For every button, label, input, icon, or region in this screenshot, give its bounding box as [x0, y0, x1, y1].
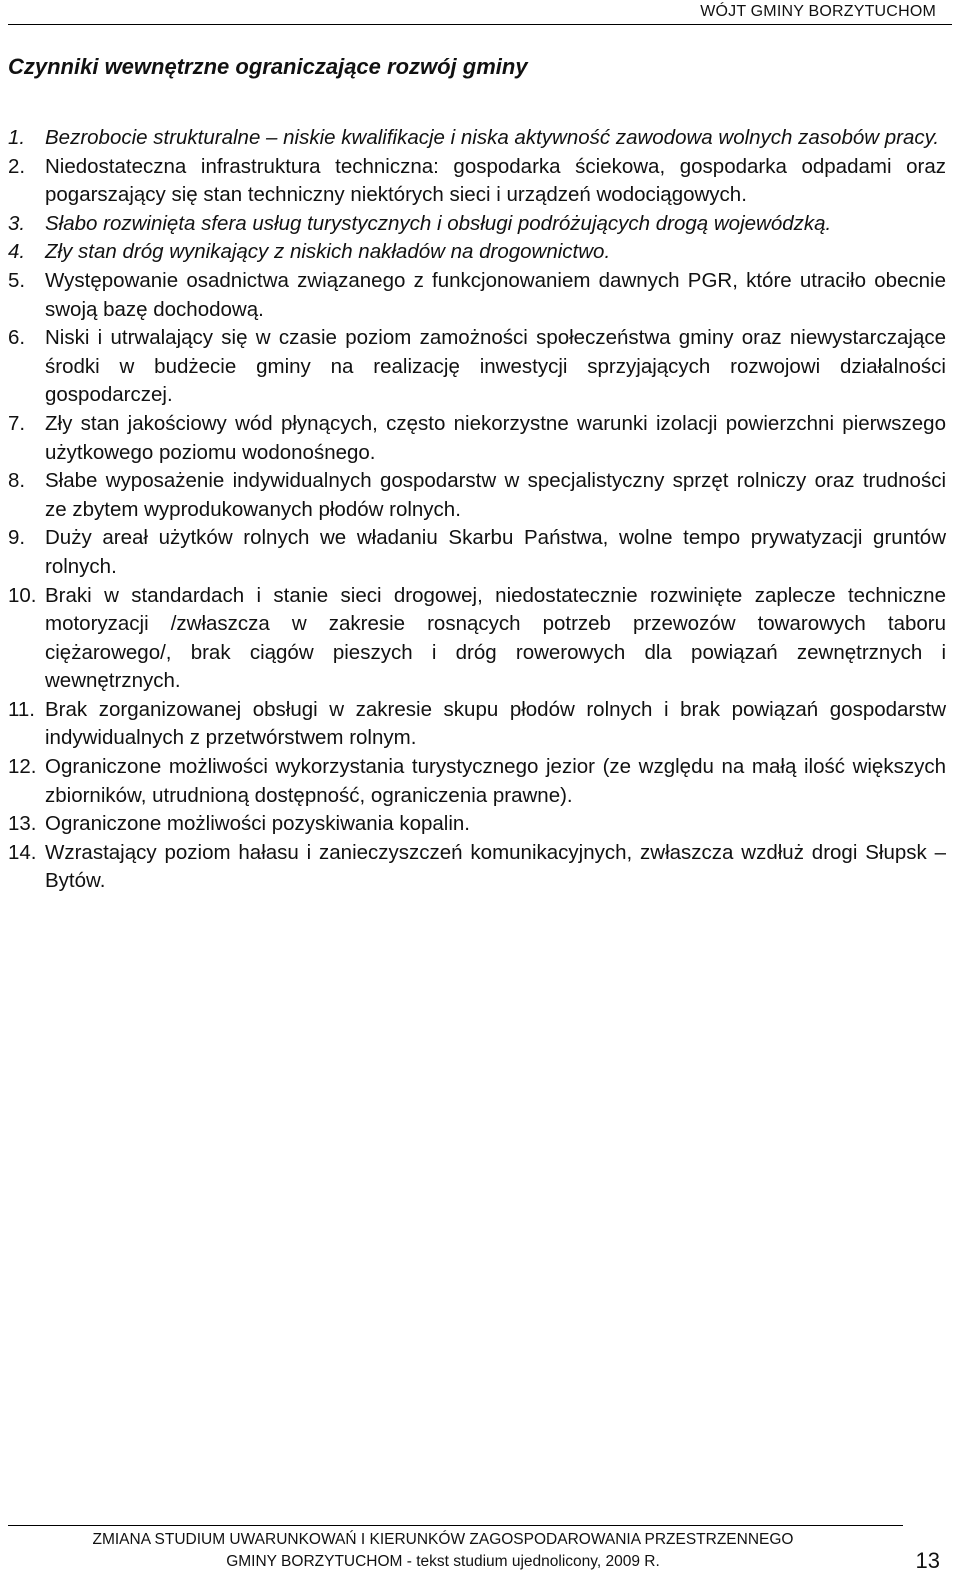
running-header: WÓJT GMINY BORZYTUCHOM	[700, 3, 936, 20]
item-number: 13.	[8, 812, 37, 836]
item-text: Słabo rozwinięta sfera usług turystycznych i obsługi podróżujących drogą wojewódzką.	[45, 211, 832, 235]
item-text: Słabe wyposażenie indywidualnych gospodarstw w specjalistyczny sprzęt rolniczy oraz trudności ze zbytem wyprodukowanych płodów rolnych.	[45, 469, 946, 521]
item-number: 4.	[8, 240, 26, 264]
item-text: Bezrobocie strukturalne – niskie kwalifikacje i niska aktywność zawodowa wolnych zasobów pracy.	[45, 126, 940, 149]
item-number: 5.	[8, 268, 26, 292]
item-number: 6.	[8, 326, 26, 350]
section-title: Czynniki wewnętrzne ograniczające rozwój gminy	[8, 54, 528, 79]
list-item	[8, 839, 946, 896]
list-item	[8, 238, 946, 267]
list-item	[8, 582, 946, 696]
page-number: 13	[915, 1548, 940, 1573]
item-number: 3.	[8, 211, 26, 235]
list-item	[8, 810, 946, 839]
item-text: Braki w standardach i stanie sieci drogowej, niedostatecznie rozwinięte zaplecze techniczne motoryzacji /zwłaszcza w zakresie rosnących potrzeb przewozów towarowych taboru ciężarowego/, brak ciągów pieszych i dróg rowerowych dla powiązań zewnętrznych i wewnętrznych.	[45, 583, 946, 693]
item-number: 10.	[8, 583, 37, 607]
item-text: Ograniczone możliwości wykorzystania turystycznego jezior (ze względu na małą ilość większych zbiorników, utrudnioną dostępność, ograniczenia prawne).	[45, 755, 946, 807]
item-number: 2.	[8, 154, 26, 178]
item-text: Niski i utrwalający się w czasie poziom zamożności społeczeństwa gminy oraz niewystarczające środki w budżecie gminy na realizację inwestycji sprzyjających rozwojowi działalności gospodarczej.	[45, 326, 946, 407]
item-number: 1.	[8, 126, 26, 149]
list-item	[8, 124, 946, 153]
item-number: 14.	[8, 840, 37, 864]
footer-rule	[8, 1525, 903, 1526]
footer-line-1: ZMIANA STUDIUM UWARUNKOWAŃ I KIERUNKÓW ZAGOSPODAROWANIA PRZESTRZENNEGO	[92, 1531, 794, 1548]
factors-list	[8, 124, 946, 896]
list-item	[8, 753, 946, 810]
item-number: 8.	[8, 469, 26, 493]
document-body	[8, 124, 946, 896]
list-item	[8, 210, 946, 239]
page-footer	[8, 1529, 878, 1573]
list-item	[8, 267, 946, 324]
item-number: 12.	[8, 755, 37, 779]
header-rule	[8, 24, 952, 25]
item-text: Występowanie osadnictwa związanego z funkcjonowaniem dawnych PGR, które utraciło obecnie swoją bazę dochodową.	[45, 268, 946, 321]
item-text: Zły stan jakościowy wód płynących, często niekorzystne warunki izolacji powierzchni pierwszego użytkowego poziomu wodonośnego.	[45, 411, 946, 464]
list-item	[8, 324, 946, 410]
item-text: Zły stan dróg wynikający z niskich nakładów na drogownictwo.	[45, 240, 611, 264]
item-text: Ograniczone możliwości pozyskiwania kopalin.	[45, 812, 470, 836]
list-item	[8, 410, 946, 467]
item-text: Duży areał użytków rolnych we władaniu Skarbu Państwa, wolne tempo prywatyzacji gruntów rolnych.	[45, 526, 946, 578]
item-text: Wzrastający poziom hałasu i zanieczyszczeń komunikacyjnych, zwłaszcza wzdłuż drogi Słupsk – Bytów.	[45, 840, 946, 893]
item-text: Brak zorganizowanej obsługi w zakresie skupu płodów rolnych i brak powiązań gospodarstw indywidualnych z przetwórstwem rolnym.	[45, 697, 946, 750]
item-number: 7.	[8, 411, 26, 435]
list-item	[8, 153, 946, 210]
item-text: Niedostateczna infrastruktura techniczna: gospodarka ściekowa, gospodarka odpadami oraz pogarszający się stan techniczny niektórych sieci i urządzeń wodociągowych.	[45, 154, 946, 207]
footer-line-2: GMINY BORZYTUCHOM - tekst studium ujednolicony, 2009 R.	[226, 1553, 660, 1570]
list-item	[8, 524, 946, 581]
item-number: 9.	[8, 526, 26, 550]
item-number: 11.	[8, 697, 35, 721]
list-item	[8, 696, 946, 753]
list-item	[8, 467, 946, 524]
